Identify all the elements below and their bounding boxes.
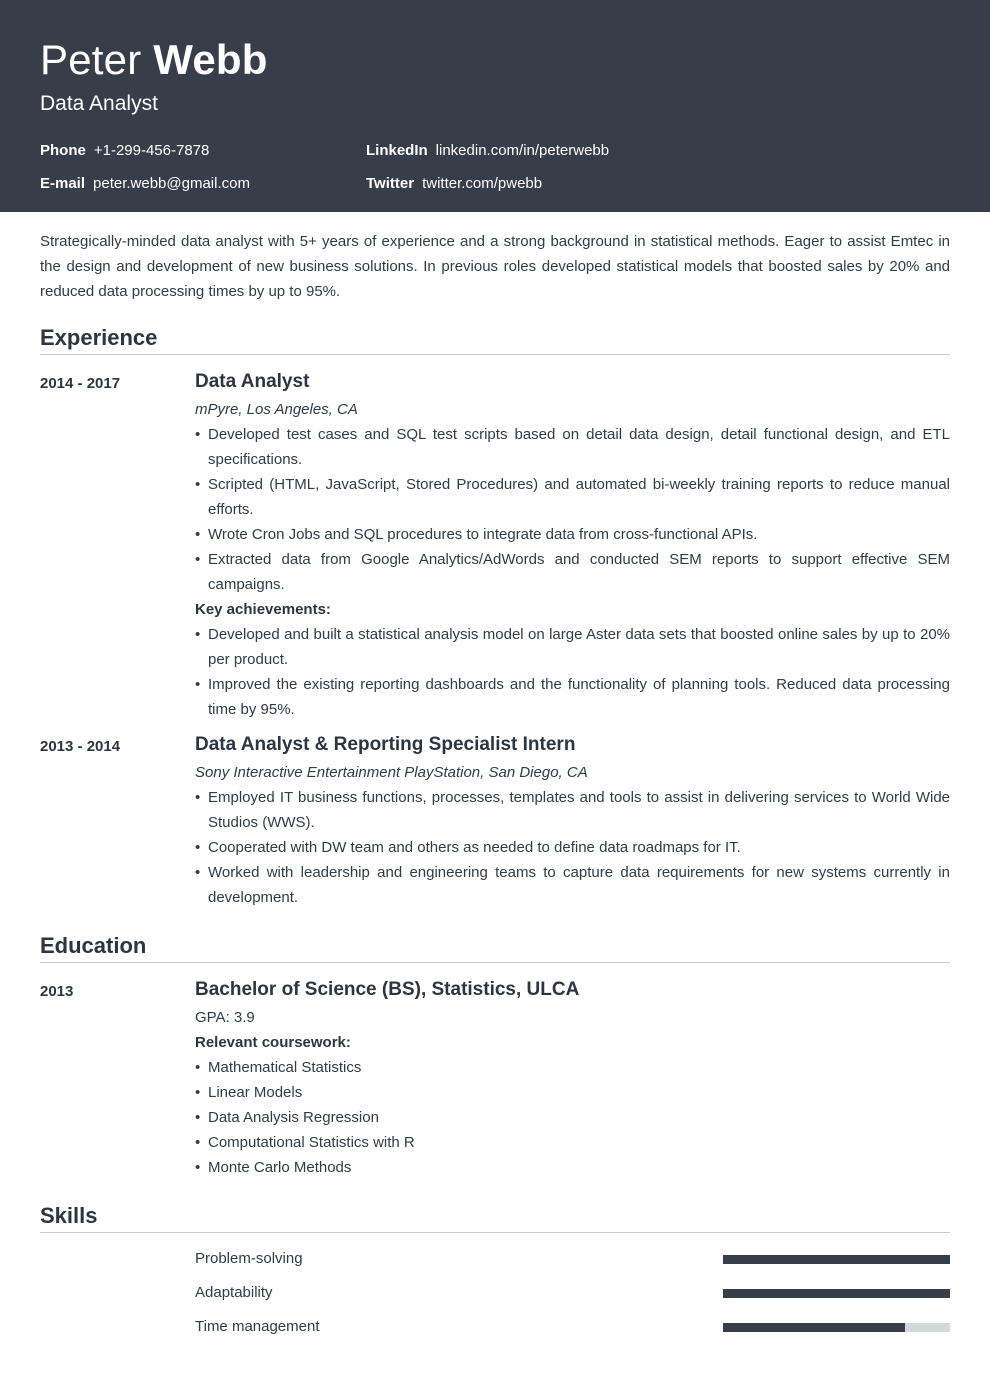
skill-name: Problem-solving xyxy=(195,1250,303,1267)
experience-heading: Experience xyxy=(40,324,950,355)
email-link[interactable]: peter.webb@gmail.com xyxy=(93,175,250,192)
skill-level-fill xyxy=(723,1289,950,1298)
resume-body xyxy=(0,229,990,1344)
first-name: Peter xyxy=(40,36,142,83)
list-item: • Developed and built a statistical analysis model on large Aster data sets that boosted online sales by up to 20% per product. xyxy=(195,622,950,672)
list-item: • Improved the existing reporting dashboards and the functionality of planning tools. Reduced data processing time by 95%. xyxy=(195,672,950,722)
list-item: • Employed IT business functions, processes, templates and tools to assist in delivering services to World Wide Studios (WWS). xyxy=(195,785,950,835)
list-item: • Computational Statistics with R xyxy=(195,1130,950,1155)
skill-level-bar xyxy=(723,1255,950,1264)
skill-name: Time management xyxy=(195,1318,320,1335)
responsibilities-list xyxy=(195,785,950,910)
entry-body xyxy=(195,731,950,910)
job-title: Data Analyst xyxy=(40,92,158,115)
skill-row xyxy=(195,1310,950,1344)
coursework-label: Relevant coursework: xyxy=(195,1034,351,1051)
skill-level-fill xyxy=(723,1255,950,1264)
entry-dates: 2013 xyxy=(40,983,74,1000)
linkedin-label: LinkedIn xyxy=(366,142,428,159)
resume-header xyxy=(0,0,990,212)
twitter-link[interactable]: twitter.com/pwebb xyxy=(422,175,543,192)
skills-list xyxy=(40,1242,950,1344)
linkedin-link[interactable]: linkedin.com/in/peterwebb xyxy=(435,142,610,159)
experience-entry xyxy=(40,731,950,910)
experience-entry xyxy=(40,368,950,722)
responsibilities-list xyxy=(195,422,950,597)
list-item: • Linear Models xyxy=(195,1080,950,1105)
skills-heading: Skills xyxy=(40,1202,950,1233)
achievements-label: Key achievements: xyxy=(195,601,331,618)
list-item: • Developed test cases and SQL test scripts based on detail data design, detail functional design, and ETL specifications. xyxy=(195,422,950,472)
candidate-name xyxy=(40,38,950,82)
company-location: mPyre, Los Angeles, CA xyxy=(195,401,358,418)
email-label: E-mail xyxy=(40,175,86,192)
contact-email xyxy=(40,175,250,193)
skill-row xyxy=(195,1276,950,1310)
entry-dates: 2013 - 2014 xyxy=(40,738,121,755)
contact-phone xyxy=(40,142,209,160)
profile-summary: Strategically-minded data analyst with 5+ years of experience and a strong background in statistical methods. Eager to assist Emtec in the design and development of new business solutions. In previous roles developed statistical models that boosted sales by 20% and reduced data processing times by up to 95%. xyxy=(40,233,950,300)
education-entry xyxy=(40,976,950,1180)
list-item: • Extracted data from Google Analytics/AdWords and conducted SEM reports to support effective SEM campaigns. xyxy=(195,547,950,597)
achievements-list xyxy=(195,622,950,722)
skill-level-bar xyxy=(723,1323,950,1332)
list-item: • Wrote Cron Jobs and SQL procedures to integrate data from cross-functional APIs. xyxy=(195,522,950,547)
company-location: Sony Interactive Entertainment PlayStation, San Diego, CA xyxy=(195,764,588,781)
skill-level-fill xyxy=(723,1323,905,1332)
entry-body xyxy=(195,368,950,722)
phone-value: +1-299-456-7878 xyxy=(93,142,210,159)
job-role: Data Analyst & Reporting Specialist Intern xyxy=(195,734,576,755)
education-heading: Education xyxy=(40,932,950,963)
job-role: Data Analyst xyxy=(195,371,310,392)
gpa: GPA: 3.9 xyxy=(195,1009,255,1026)
list-item: • Cooperated with DW team and others as needed to define data roadmaps for IT. xyxy=(195,835,950,860)
contact-linkedin xyxy=(366,142,609,160)
list-item: • Mathematical Statistics xyxy=(195,1055,950,1080)
contact-info xyxy=(40,142,740,202)
entry-body xyxy=(195,976,950,1180)
last-name: Webb xyxy=(153,36,268,83)
degree-title: Bachelor of Science (BS), Statistics, ULCA xyxy=(195,979,580,1000)
list-item: • Scripted (HTML, JavaScript, Stored Procedures) and automated bi-weekly training reports to reduce manual efforts. xyxy=(195,472,950,522)
list-item: • Data Analysis Regression xyxy=(195,1105,950,1130)
skill-level-bar xyxy=(723,1289,950,1298)
phone-label: Phone xyxy=(40,142,86,159)
skill-row xyxy=(195,1242,950,1276)
entry-dates: 2014 - 2017 xyxy=(40,375,121,392)
list-item: • Worked with leadership and engineering teams to capture data requirements for new systems currently in development. xyxy=(195,860,950,910)
coursework-list xyxy=(195,1055,950,1180)
contact-twitter xyxy=(366,175,542,193)
list-item: • Monte Carlo Methods xyxy=(195,1155,950,1180)
skill-name: Adaptability xyxy=(195,1284,273,1301)
twitter-label: Twitter xyxy=(366,175,415,192)
